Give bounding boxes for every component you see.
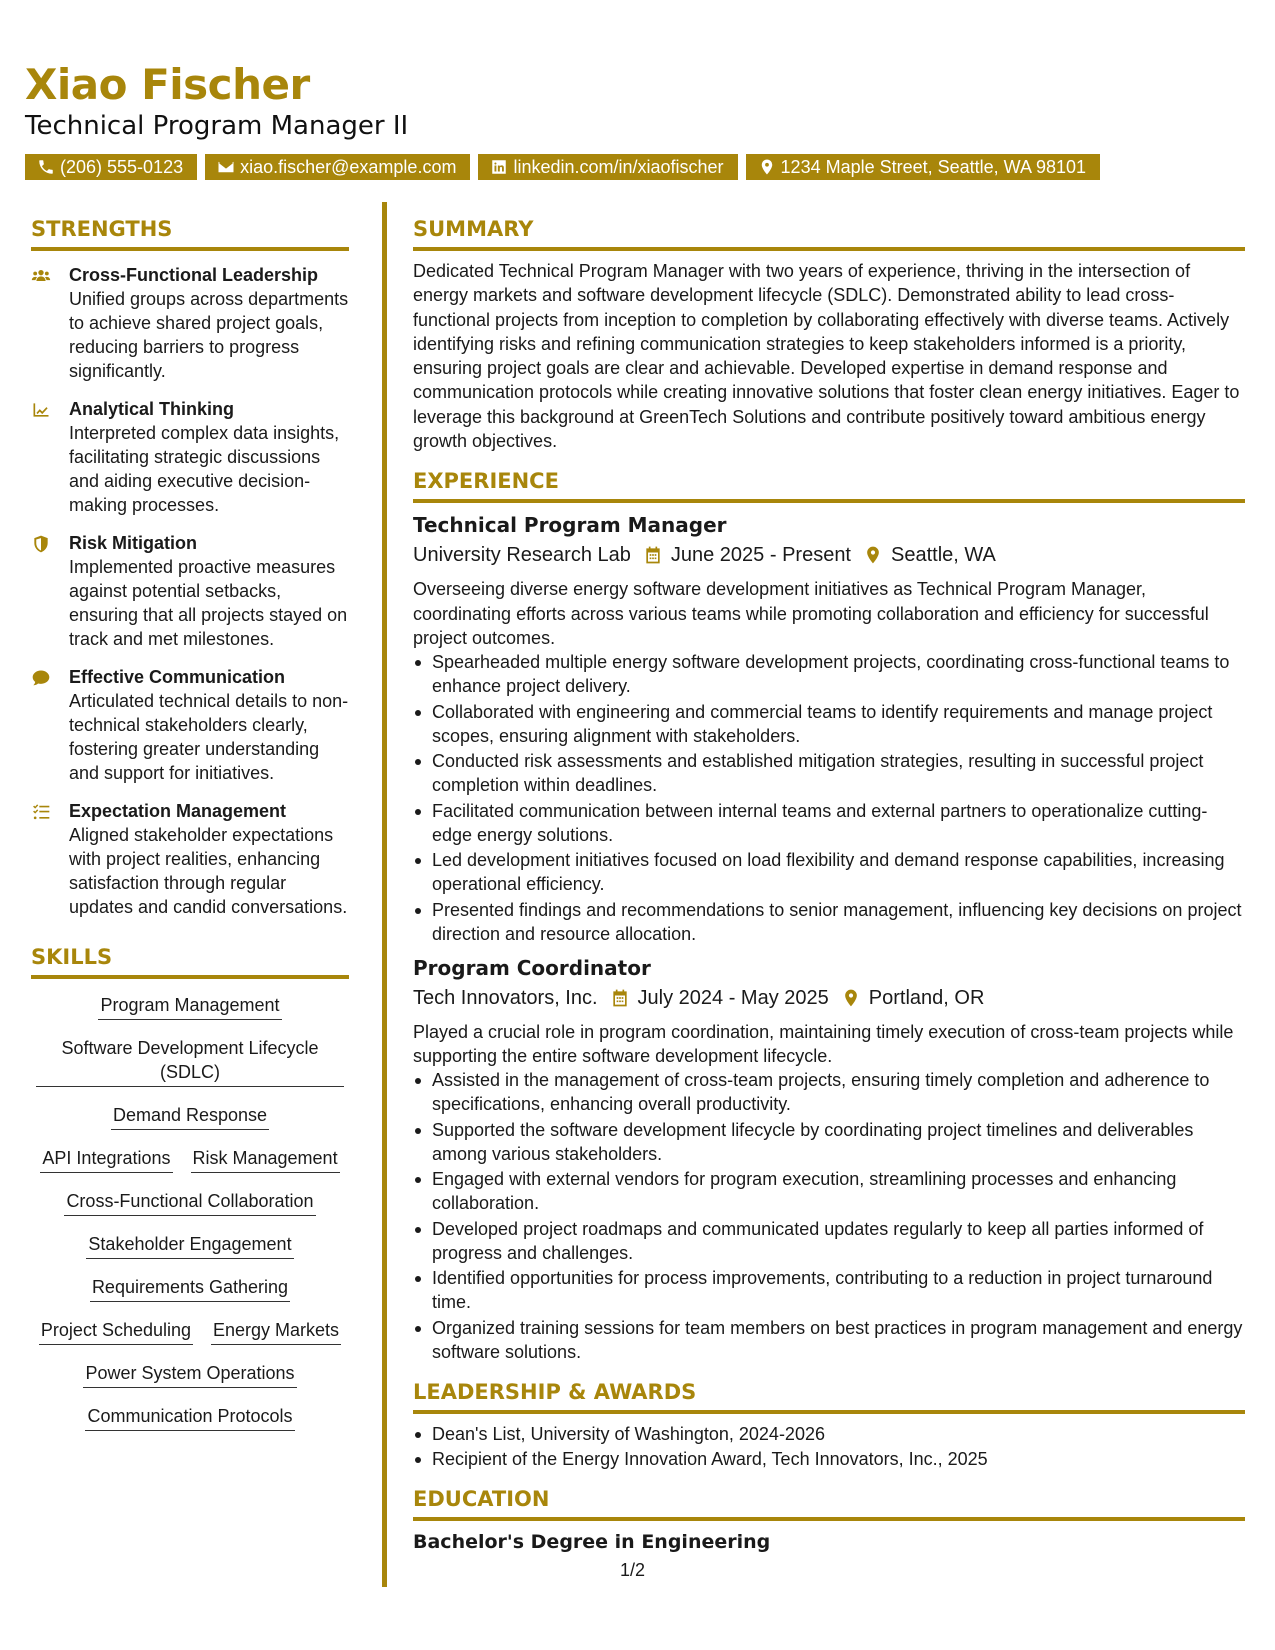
strength-desc: Implemented proactive measures against potential setbacks, ensuring that all projects stayed on track and met milestones. [69,557,348,649]
job-meta [413,541,1245,569]
job-description: Played a crucial role in program coordination, maintaining timely execution of cross-team projects while supporting the entire software development lifecycle. [413,1021,1234,1067]
map-pin-icon [863,545,883,565]
strength-item [31,531,349,651]
map-pin-icon [758,158,776,176]
strengths-list [31,263,349,919]
summary-title: SUMMARY [413,215,1245,251]
envelope-icon [217,158,235,176]
phone-icon [37,158,55,176]
skill-tag: Program Management [98,993,281,1020]
left-column [31,215,349,1447]
strength-item [31,799,349,919]
job-description: Overseeing diverse energy software development initiatives as Technical Program Manager, coordinating efforts across various teams while promoting collaboration and efficiency for successful project outcomes. [413,579,1209,648]
chat-bubble-icon [31,668,51,688]
job-role: Technical Program Manager [413,513,727,538]
job-location: Seattle, WA [891,544,996,567]
job-company: Tech Innovators, Inc. [413,986,598,1009]
strength-name: Cross-Functional Leadership [69,265,319,285]
job-bullets [413,1068,1245,1364]
list-item: Organized training sessions for team members on best practices in program management and energy software solutions. [413,1316,1245,1364]
contact-email[interactable] [205,154,470,180]
skill-tag: Power System Operations [83,1361,296,1388]
candidate-title: Technical Program Manager II [25,111,409,141]
contact-bar [25,154,1255,180]
skill-tag: Energy Markets [211,1318,341,1345]
skill-tag: Risk Management [191,1146,340,1173]
strength-desc: Aligned stakeholder expectations with project realities, enhancing satisfaction through regular updates and candid conversations. [69,825,348,917]
calendar-icon [643,545,663,565]
column-divider [382,202,387,1587]
job-location: Portland, OR [868,986,985,1009]
shield-icon [31,534,51,554]
list-item: Developed project roadmaps and communicated updates regularly to keep all parties informed of progress and challenges. [413,1217,1245,1265]
strength-desc: Interpreted complex data insights, facilitating strategic discussions and aiding executive decision-making processes. [69,423,340,515]
contact-address-text: 1234 Maple Street, Seattle, WA 98101 [780,157,1087,177]
contact-linkedin[interactable] [478,154,737,180]
skill-tag: Demand Response [111,1103,269,1130]
strength-item [31,397,349,517]
list-item: Collaborated with engineering and commercial teams to identify requirements and manage project scopes, ensuring alignment with stakeholders. [413,700,1245,748]
strength-desc: Articulated technical details to non-technical stakeholders clearly, fostering greater understanding and support for initiatives. [69,691,349,783]
list-check-icon [31,802,51,822]
strength-name: Risk Mitigation [69,533,198,553]
awards-title: LEADERSHIP & AWARDS [413,1378,1245,1414]
list-item: Conducted risk assessments and established mitigation strategies, resulting in successful project completion within deadlines. [413,749,1245,797]
education-title: EDUCATION [413,1485,1245,1521]
list-item: Identified opportunities for process improvements, contributing to a reduction in project turnaround time. [413,1266,1245,1314]
skill-tag: Communication Protocols [85,1404,294,1431]
strength-item [31,263,349,383]
list-item: Facilitated communication between internal teams and external partners to operationalize cutting-edge energy solutions. [413,799,1245,847]
users-icon [31,266,51,286]
skill-tag: Cross-Functional Collaboration [64,1189,315,1216]
list-item: Led development initiatives focused on load flexibility and demand response capabilities, increasing operational efficiency. [413,848,1245,896]
strength-item [31,665,349,785]
awards-list [413,1422,1245,1472]
job-entry [413,954,1245,1364]
contact-phone-text: (206) 555-0123 [60,157,184,177]
linkedin-icon [490,158,508,176]
job-company: University Research Lab [413,544,631,567]
strength-desc: Unified groups across departments to achieve shared project goals, reducing barriers to progress significantly. [69,289,349,381]
summary-text: Dedicated Technical Program Manager with two years of experience, thriving in the intersection of energy markets and software development lifecycle (SDLC). Demonstrated ability to lead cross-functional projects from inception to completion by collaborating effectively with diverse teams. Actively identifying risks and refining communication strategies to keep stakeholders informed is a priority, ensuring project goals are clear and achievable. Developed expertise in demand response and communication protocols while creating innovative solutions that foster clean energy initiatives. Eager to leverage this background at GreenTech Solutions and contribute positively toward ambitious energy growth objectives. [413,261,1240,452]
contact-address [746,154,1101,180]
job-dates: July 2024 - May 2025 [637,986,829,1009]
candidate-name: Xiao Fischer [25,60,310,109]
strength-name: Analytical Thinking [69,399,235,419]
chart-line-icon [31,400,51,420]
page-number: 1/2 [620,1560,646,1580]
education-degree: Bachelor's Degree in Engineering [413,1531,771,1554]
right-column [413,215,1245,1555]
skill-tag: Software Development Lifecycle (SDLC) [36,1036,344,1087]
list-item: Spearheaded multiple energy software development projects, coordinating cross-functional teams to enhance project delivery. [413,650,1245,698]
strength-name: Effective Communication [69,667,286,687]
skill-tag: API Integrations [40,1146,172,1173]
skill-tag: Requirements Gathering [90,1275,290,1302]
job-role: Program Coordinator [413,955,651,980]
list-item: Dean's List, University of Washington, 2024-2026 [413,1422,1245,1446]
calendar-icon [610,988,630,1008]
skills-list [31,993,349,1431]
contact-phone[interactable] [25,154,197,180]
list-item: Presented findings and recommendations to senior management, influencing key decisions on project direction and resource allocation. [413,898,1245,946]
contact-email-text: xiao.fischer@example.com [240,157,457,177]
resume-header [25,60,1255,180]
list-item: Engaged with external vendors for program execution, streamlining processes and enhancing collaboration. [413,1167,1245,1215]
map-pin-icon [841,988,861,1008]
list-item: Recipient of the Energy Innovation Award, Tech Innovators, Inc., 2025 [413,1447,1245,1471]
strength-name: Expectation Management [69,801,287,821]
skill-tag: Project Scheduling [39,1318,193,1345]
job-meta [413,984,1245,1012]
list-item: Supported the software development lifecycle by coordinating project timelines and deliverables among various stakeholders. [413,1118,1245,1166]
job-dates: June 2025 - Present [670,544,851,567]
list-item: Assisted in the management of cross-team projects, ensuring timely completion and adherence to specifications, enhancing overall productivity. [413,1068,1245,1116]
job-bullets [413,650,1245,946]
skills-title: SKILLS [31,943,349,979]
job-entry [413,511,1245,945]
strengths-title: STRENGTHS [31,215,349,251]
skill-tag: Stakeholder Engagement [86,1232,293,1259]
experience-title: EXPERIENCE [413,467,1245,503]
contact-linkedin-text: linkedin.com/in/xiaofischer [513,157,724,177]
